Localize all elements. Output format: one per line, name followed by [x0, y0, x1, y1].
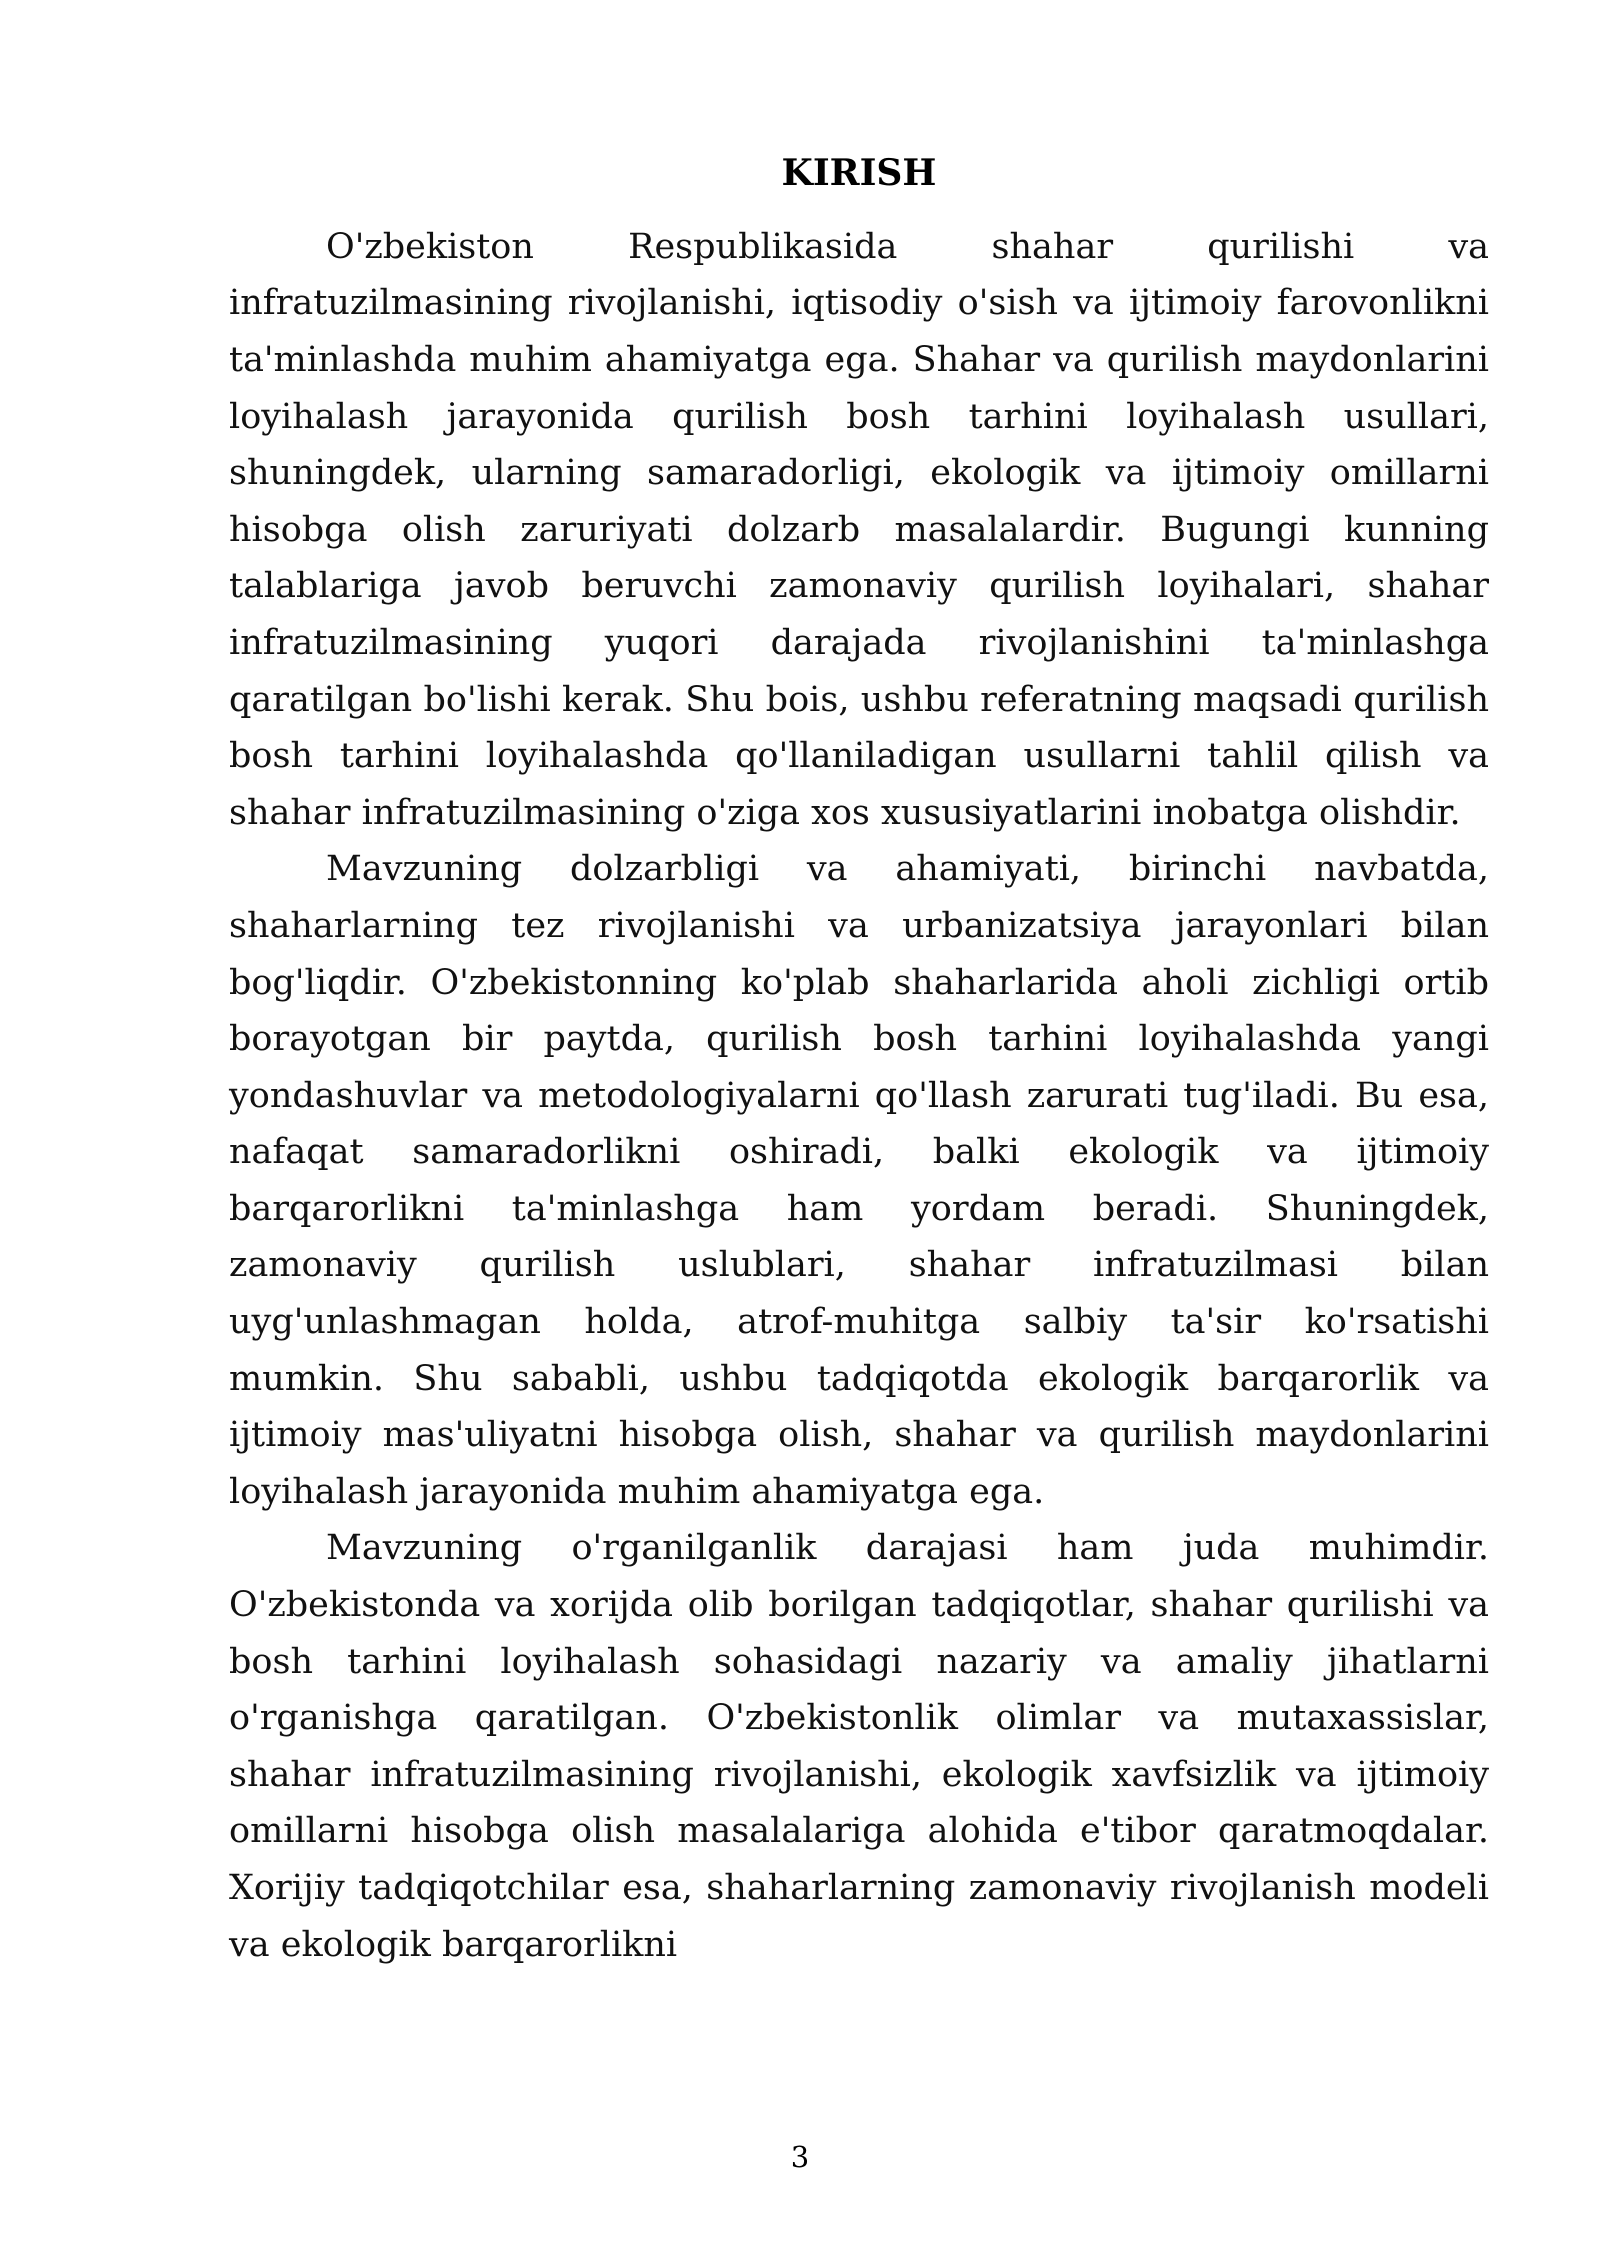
page-number: 3 — [790, 2140, 810, 2174]
paragraph-3: Mavzuning o'rganilganlik darajasi ham juda muhimdir. O'zbekistonda va xorijda olib borilgan tadqiqotlar, shahar qurilishi va bosh tarhini loyihalash sohasidagi nazariy va amaliy jihatlarni o'rganishga qaratilgan. O'zbekistonlik olimlar va mutaxassislar, shahar infratuzilmasining rivojlanishi, ekologik xavfsizlik va ijtimoiy omillarni hisobga olish masalalariga alohida e'tibor qaratmoqdalar. Xorijiy tadqiqotchilar esa, shaharlarning zamonaviy rivojlanish modeli va ekologik barqarorlikni — [229, 1528, 1489, 1965]
paragraph-2: Mavzuning dolzarbligi va ahamiyati, birinchi navbatda, shaharlarning tez rivojlanishi va urbanizatsiya jarayonlari bilan bog'liqdir. O'zbekistonning ko'plab shaharlarida aholi zichligi ortib borayotgan bir paytda, qurilish bosh tarhini loyihalashda yangi yondashuvlar va metodologiyalarni qo'llash zarurati tug'iladi. Bu esa, nafaqat samaradorlikni oshiradi, balki ekologik va ijtimoiy barqarorlikni ta'minlashga ham yordam beradi. Shuningdek, zamonaviy qurilish uslublari, shahar infratuzilmasi bilan uyg'unlashmagan holda, atrof-muhitga salbiy ta'sir ko'rsatishi mumkin. Shu sababli, ushbu tadqiqotda ekologik barqarorlik va ijtimoiy mas'uliyatni hisobga olish, shahar va qurilish maydonlarini loyihalash jarayonida muhim ahamiyatga ega. — [229, 849, 1489, 1512]
page-content — [229, 150, 1489, 1973]
section-heading: KIRISH — [781, 152, 937, 194]
paragraph-1: O'zbekiston Respublikasida shahar qurilishi va infratuzilmasining rivojlanishi, iqtisodiy o'sish va ijtimoiy farovonlikni ta'minlashda muhim ahamiyatga ega. Shahar va qurilish maydonlarini loyihalash jarayonida qurilish bosh tarhini loyihalash usullari, shuningdek, ularning samaradorligi, ekologik va ijtimoiy omillarni hisobga olish zaruriyati dolzarb masalalardir. Bugungi kunning talablariga javob beruvchi zamonaviy qurilish loyihalari, shahar infratuzilmasining yuqori darajada rivojlanishini ta'minlashga qaratilgan bo'lishi kerak. Shu bois, ushbu referatning maqsadi qurilish bosh tarhini loyihalashda qo'llaniladigan usullarni tahlil qilish va shahar infratuzilmasining o'ziga xos xususiyatlarini inobatga olishdir. — [229, 226, 1489, 833]
